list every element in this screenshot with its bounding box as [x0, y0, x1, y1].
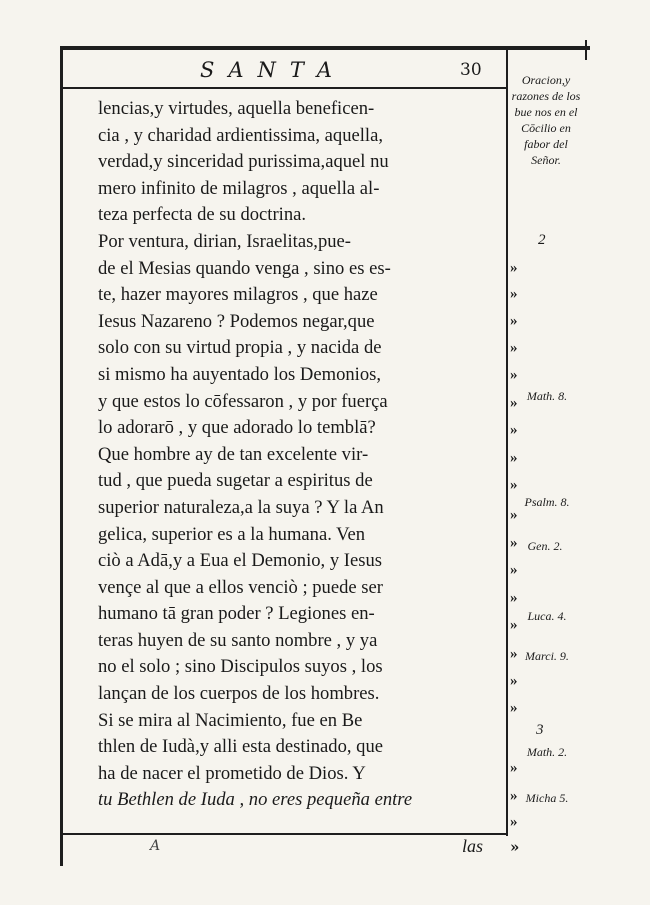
text-line: vençe al que a ellos venciò ; puede ser [98, 576, 383, 598]
text-line: mero infinito de milagros , aquella al- [98, 177, 380, 199]
margin-ref-math-2: Math. 2. [526, 745, 568, 759]
folio-number: 30 [460, 60, 482, 80]
header-rule [60, 87, 508, 89]
text-line: Iesus Nazareno ? Podemos negar,que [98, 310, 375, 332]
quote-marker: » [510, 507, 518, 523]
text-line: Por ventura, dirian, Israelitas,pue- [98, 230, 351, 252]
text-line: Que hombre ay de tan excelente vir- [98, 443, 369, 465]
top-rule [60, 46, 590, 50]
text-line: cia , y charidad ardientissima, aquella, [98, 124, 383, 146]
text-line: de el Mesias quando venga , sino es es- [98, 257, 391, 279]
signature-mark: A [150, 838, 161, 854]
quote-marker: » [510, 673, 518, 689]
quote-marker: » [510, 313, 518, 329]
left-border [60, 46, 63, 866]
quote-marker: » [510, 646, 518, 662]
text-line: teras huyen de su santo nombre , y ya [98, 629, 378, 651]
quote-marker: » [510, 590, 518, 606]
margin-ref-marci-9: Marci. 9. [525, 649, 569, 663]
quote-marker: » [510, 535, 518, 551]
text-line: teza perfecta de su doctrina. [98, 204, 307, 226]
main-text-block [98, 96, 490, 814]
text-line: no el solo ; sino Discipulos suyos , los [98, 656, 383, 678]
quote-marker: » [510, 562, 518, 578]
margin-ref-micha-5: Micha 5. [525, 791, 569, 805]
quote-marker: » [510, 788, 518, 804]
quote-marker: » [510, 477, 518, 493]
text-line: lançan de los cuerpos de los hombres. [98, 683, 380, 705]
quote-marker: » [510, 838, 520, 856]
corner-tick [585, 40, 587, 60]
quote-marker: » [510, 340, 518, 356]
margin-ref-luca-4: Luca. 4. [527, 609, 567, 623]
text-line: si mismo ha auyentado los Demonios, [98, 363, 382, 385]
running-head: SANTA [200, 58, 346, 82]
text-line: solo con su virtud propia , y nacida de [98, 337, 382, 359]
margin-number-3: 3 [536, 722, 544, 738]
text-line: tu Bethlen de Iuda , no eres pequeña entre [98, 789, 413, 811]
quote-marker: » [510, 700, 518, 716]
text-line: te, hazer mayores milagros , que haze [98, 284, 378, 306]
margin-ref-gen-2: Gen. 2. [527, 539, 563, 553]
quote-marker: » [510, 395, 518, 411]
quote-marker: » [510, 422, 518, 438]
text-line: superior naturaleza,a la suya ? Y la An [98, 496, 384, 518]
margin-notes [508, 70, 598, 870]
text-line: thlen de Iudà,y alli esta destinado, que [98, 736, 384, 758]
text-line: lencias,y virtudes, aquella beneficen- [98, 98, 375, 119]
quote-marker: » [510, 760, 518, 776]
text-line: ha de nacer el prometido de Dios. Y [98, 762, 366, 784]
margin-ref-math-8: Math. 8. [526, 389, 568, 403]
margin-ref-psalm-8: Psalm. 8. [524, 495, 570, 509]
text-line: y que estos lo cōfessaron , y por fuerça [98, 390, 388, 412]
quote-marker: » [510, 367, 518, 383]
margin-number-2: 2 [538, 232, 546, 248]
quote-marker: » [510, 617, 518, 633]
quote-marker: » [510, 260, 518, 276]
text-line: gelica, superior es a la humana. Ven [98, 523, 366, 545]
margin-note-oracion: Oracion,y razones de los bue nos en el Cōcilio en fabor del Señor. [511, 73, 581, 167]
text-line: tud , que pueda sugetar a espiritus de [98, 470, 373, 492]
quote-marker: » [510, 814, 518, 830]
text-line: humano tā gran poder ? Legiones en- [98, 603, 375, 625]
text-line: verdad,y sinceridad purissima,aquel nu [98, 151, 389, 173]
catchword: las [462, 836, 484, 856]
bottom-rule [60, 833, 508, 835]
text-line: lo adorarō , y que adorado lo temblā? [98, 417, 376, 439]
quote-marker: » [510, 286, 518, 302]
quote-marker: » [510, 450, 518, 466]
text-line: ciò a Adā,y a Eua el Demonio, y Iesus [98, 550, 382, 572]
text-line: Si se mira al Nacimiento, fue en Be [98, 709, 363, 731]
